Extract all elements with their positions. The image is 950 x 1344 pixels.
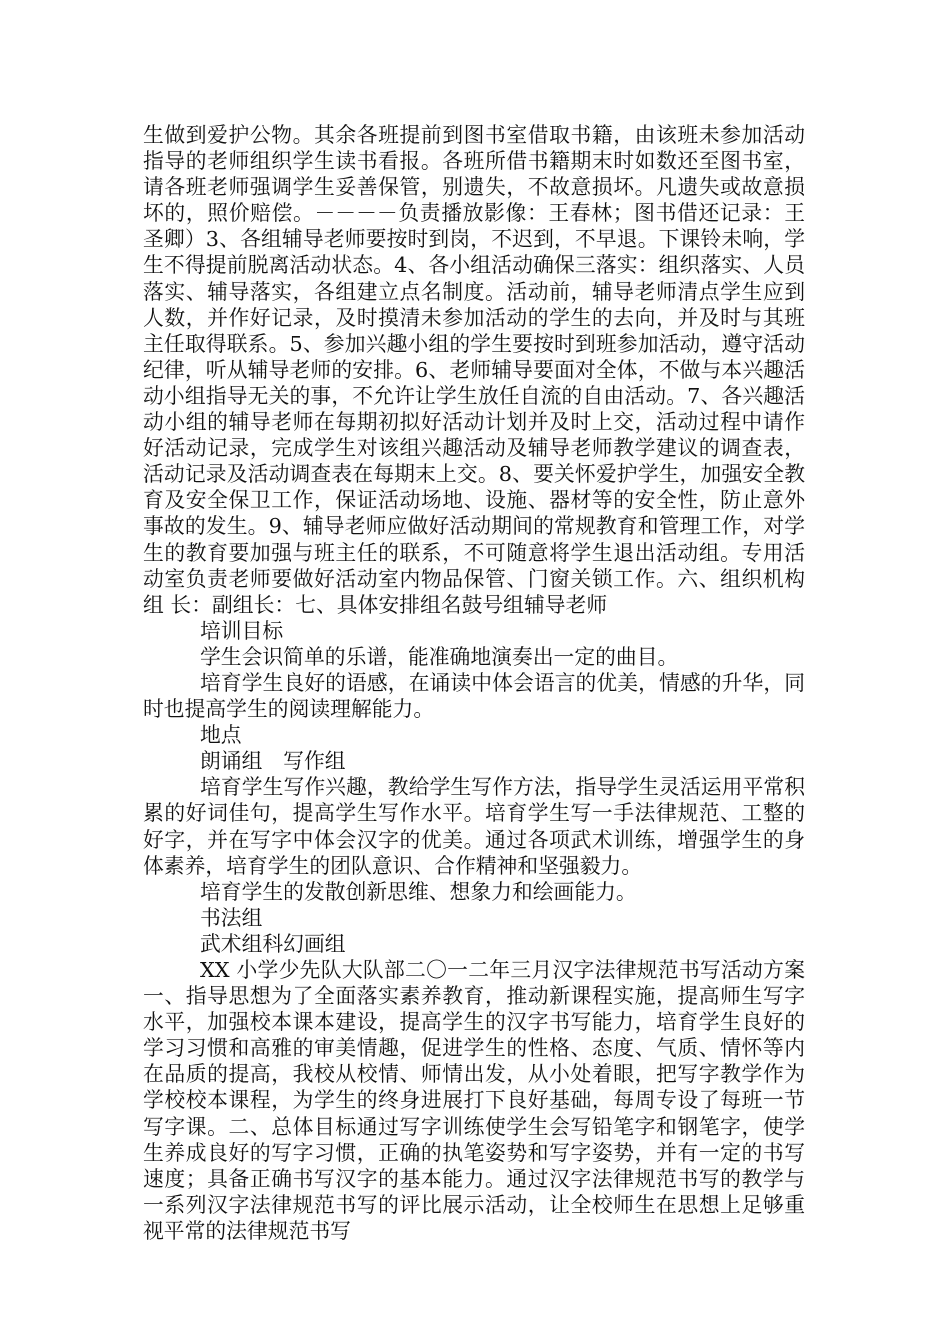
paragraph-martial-arts-group: 武术组科幻画组 xyxy=(200,931,346,956)
paragraph-training-goal-heading: 培训目标 xyxy=(200,618,284,643)
paragraph-reading-goal: 培育学生良好的语感，在诵读中体会语言的优美，情感的升华，同时也提高学生的阅读理解能力。 xyxy=(143,670,805,722)
paragraph-rules: 生做到爱护公物。其余各班提前到图书室借取书籍，由该班未参加活动指导的老师组织学生读书看报。各班所借书籍期末时如数还至图书室，请各班老师强调学生妥善保管，别遗失，不故意损坏。凡遗失或故意损坏的，照价赔偿。－－－－负责播放影像：王春林；图书借还记录：王圣卿）3、各组辅导老师要按时到岗，不迟到，不早退。下课铃未响，学生不得提前脱离活动状态。4、各小组活动确保三落实：组织落实、人员落实、辅导落实，各组建立点名制度。活动前，辅导老师清点学生应到人数，并作好记录，及时摸清未参加活动的学生的去向，并及时与其班主任取得联系。5、参加兴趣小组的学生要按时到班参加活动，遵守活动纪律，听从辅导老师的安排。6、老师辅导要面对全体，不做与本兴趣活动小组指导无关的事，不允许让学生放任自流的自由活动。7、各兴趣活动小组的辅导老师在每期初拟好活动计划并及时上交，活动过程中请作好活动记录，完成学生对该组兴趣活动及辅导老师教学建议的调查表，活动记录及活动调查表在每期末上交。8、要关怀爱护学生，加强安全教育及安全保卫工作，保证活动场地、设施、器材等的安全性，防止意外事故的发生。9、辅导老师应做好活动期间的常规教育和管理工作，对学生的教育要加强与班主任的联系，不可随意将学生退出活动组。专用活动室负责老师要做好活动室内物品保管、门窗关锁工作。六、组织机构组 长：副组长：七、具体安排组名鼓号组辅导老师 xyxy=(143,123,805,617)
paragraph-writing-plan: XX 小学少先队大队部二〇一二年三月汉字法律规范书写活动方案一、指导思想为了全面落实素养教育，推动新课程实施，提高师生写字水平，加强校本课本建设，提高学生的汉字书写能力，培育学生良好的学习习惯和高雅的审美情趣，促进学生的性格、态度、气质、情怀等内在品质的提高，我校从校情、师情出发，从小处着眼，把写字教学作为学校校本课程，为学生的终身进展打下良好基础，每周专设了每班一节写字课。二、总体目标通过写字训练使学生会写铅笔字和钢笔字，使学生养成良好的写字习惯，正确的执笔姿势和写字姿势，并有一定的书写速度；具备正确书写汉字的基本能力。通过汉字法律规范书写的教学与一系列汉字法律规范书写的评比展示活动，让全校师生在思想上足够重视平常的法律规范书写 xyxy=(143,958,805,1243)
document-body xyxy=(143,122,805,1244)
paragraph-writing-goal: 培育学生写作兴趣，教给学生写作方法，指导学生灵活运用平常积累的好词佳句，提高学生写作水平。培育学生写一手法律规范、工整的好字，并在写字中体会汉字的优美。通过各项武术训练，增强学生的身体素养，培育学生的团队意识、合作精神和坚强毅力。 xyxy=(143,775,805,878)
paragraph-group-names: 朗诵组 写作组 xyxy=(200,749,346,774)
paragraph-art-goal: 培育学生的发散创新思维、想象力和绘画能力。 xyxy=(200,879,637,904)
paragraph-location-heading: 地点 xyxy=(200,723,242,748)
paragraph-calligraphy-group: 书法组 xyxy=(200,905,263,930)
paragraph-music-goal: 学生会识简单的乐谱，能准确地演奏出一定的曲目。 xyxy=(200,644,679,669)
